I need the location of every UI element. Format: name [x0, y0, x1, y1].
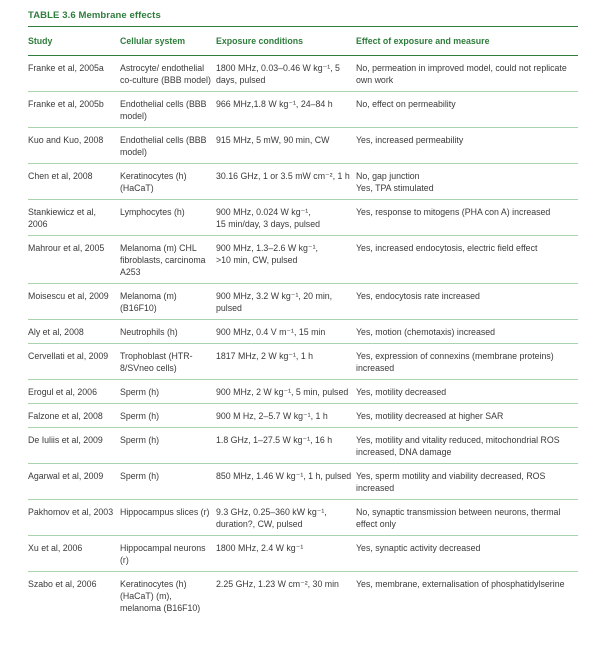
system-cell: Melanoma (m) CHL fibroblasts, carcinoma A253 [120, 236, 216, 284]
system-cell: Sperm (h) [120, 428, 216, 464]
header-effect: Effect of exposure and measure [356, 29, 578, 56]
table-row [28, 536, 578, 572]
system-cell: Sperm (h) [120, 404, 216, 428]
table-row [28, 380, 578, 404]
study-cell: Chen et al, 2008 [28, 164, 120, 200]
study-cell: Franke et al, 2005a [28, 56, 120, 92]
study-cell: Stankiewicz et al, 2006 [28, 200, 120, 236]
table-row [28, 200, 578, 236]
table-row [28, 164, 578, 200]
table-row [28, 128, 578, 164]
effect-cell: Yes, increased permeability [356, 128, 578, 164]
study-cell: Szabo et al, 2006 [28, 579, 97, 589]
study-cell: Xu et al, 2006 [28, 536, 120, 572]
system-cell: Lymphocytes (h) [120, 200, 216, 236]
study-cell: Pakhomov et al, 2003 [28, 500, 120, 536]
conditions-cell: 9.3 GHz, 0.25–360 kW kg⁻¹, duration?, CW, pulsed [216, 500, 356, 536]
conditions-cell: 1800 MHz, 2.4 W kg⁻¹ [216, 536, 356, 572]
effect-cell: Yes, motility decreased [356, 380, 578, 404]
table-row [28, 464, 578, 500]
study-cell: Kuo and Kuo, 2008 [28, 128, 120, 164]
table-row [28, 92, 578, 128]
system-cell: Endothelial cells (BBB model) [120, 92, 216, 128]
effect-cell: Yes, membrane, externalisation of phosphatidylserine [356, 579, 565, 589]
table-row [28, 56, 578, 92]
conditions-cell: 900 MHz, 3.2 W kg⁻¹, 20 min, pulsed [216, 284, 356, 320]
effect-cell: No, gap junction Yes, TPA stimulated [356, 164, 578, 200]
table-title: TABLE 3.6 Membrane effects [28, 10, 161, 21]
table-row [28, 236, 578, 284]
conditions-cell: 900 M Hz, 2–5.7 W kg⁻¹, 1 h [216, 404, 356, 428]
table-header-row [28, 29, 578, 56]
system-cell: Trophoblast (HTR-8/SVneo cells) [120, 344, 216, 380]
conditions-cell: 900 MHz, 1.3–2.6 W kg⁻¹, >10 min, CW, pulsed [216, 236, 356, 284]
effect-cell: Yes, endocytosis rate increased [356, 284, 578, 320]
effect-cell: Yes, response to mitogens (PHA con A) increased [356, 200, 578, 236]
header-study: Study [28, 29, 120, 56]
conditions-cell: 966 MHz,1.8 W kg⁻¹, 24–84 h [216, 92, 356, 128]
effect-cell: Yes, motility and vitality reduced, mitochondrial ROS increased, DNA damage [356, 428, 578, 464]
study-cell: Mahrour et al, 2005 [28, 236, 120, 284]
effect-cell: Yes, motility decreased at higher SAR [356, 404, 578, 428]
system-cell: Hippocampal neurons (r) [120, 536, 216, 572]
system-cell: Sperm (h) [120, 464, 216, 500]
table-row [28, 284, 578, 320]
effect-cell: Yes, expression of connexins (membrane proteins) increased [356, 344, 578, 380]
table-row [28, 320, 578, 344]
conditions-cell: 900 MHz, 0.024 W kg⁻¹, 15 min/day, 3 days, pulsed [216, 200, 356, 236]
conditions-cell: 915 MHz, 5 mW, 90 min, CW [216, 128, 356, 164]
header-cellular-system: Cellular system [120, 29, 216, 56]
study-cell: Erogul et al, 2006 [28, 380, 120, 404]
system-cell: Sperm (h) [120, 380, 216, 404]
system-cell: Melanoma (m) (B16F10) [120, 284, 216, 320]
conditions-cell: 1.8 GHz, 1–27.5 W kg⁻¹, 16 h [216, 428, 356, 464]
table-top-rule [28, 26, 578, 27]
conditions-cell: 900 MHz, 2 W kg⁻¹, 5 min, pulsed [216, 380, 356, 404]
table-row [28, 572, 578, 620]
effect-cell: Yes, sperm motility and viability decreased, ROS increased [356, 464, 578, 500]
table-row [28, 428, 578, 464]
system-cell: Neutrophils (h) [120, 320, 216, 344]
effect-cell: No, permeation in improved model, could not replicate own work [356, 56, 578, 92]
system-cell: Keratinocytes (h) (HaCaT) [120, 164, 216, 200]
system-cell: Hippocampus slices (r) [120, 500, 216, 536]
study-cell: Franke et al, 2005b [28, 92, 120, 128]
study-cell: De Iuliis et al, 2009 [28, 428, 120, 464]
system-cell: Endothelial cells (BBB model) [120, 128, 216, 164]
table-row [28, 344, 578, 380]
table-row [28, 404, 578, 428]
conditions-cell: 850 MHz, 1.46 W kg⁻¹, 1 h, pulsed [216, 464, 356, 500]
effect-cell: Yes, increased endocytosis, electric field effect [356, 236, 578, 284]
effect-cell: Yes, motion (chemotaxis) increased [356, 320, 578, 344]
conditions-cell: 1800 MHz, 0.03–0.46 W kg⁻¹, 5 days, pulsed [216, 56, 356, 92]
study-cell: Cervellati et al, 2009 [28, 344, 120, 380]
conditions-cell: 30.16 GHz, 1 or 3.5 mW cm⁻², 1 h [216, 164, 356, 200]
effect-cell: Yes, synaptic activity decreased [356, 536, 578, 572]
effect-cell: No, effect on permeability [356, 92, 578, 128]
conditions-cell: 1817 MHz, 2 W kg⁻¹, 1 h [216, 344, 356, 380]
study-cell: Aly et al, 2008 [28, 320, 120, 344]
study-cell: Agarwal et al, 2009 [28, 464, 120, 500]
system-cell: Keratinocytes (h) (HaCaT) (m), melanoma (B16F10) [120, 579, 201, 613]
study-cell: Falzone et al, 2008 [28, 404, 120, 428]
header-exposure-conditions: Exposure conditions [216, 29, 356, 56]
system-cell: Astrocyte/ endothelial co-culture (BBB model) [120, 56, 216, 92]
conditions-cell: 2.25 GHz, 1.23 W cm⁻², 30 min [216, 579, 339, 589]
effect-cell: No, synaptic transmission between neurons, thermal effect only [356, 500, 578, 536]
table-row [28, 500, 578, 536]
membrane-effects-table [28, 29, 578, 619]
study-cell: Moisescu et al, 2009 [28, 284, 120, 320]
conditions-cell: 900 MHz, 0.4 V m⁻¹, 15 min [216, 320, 356, 344]
